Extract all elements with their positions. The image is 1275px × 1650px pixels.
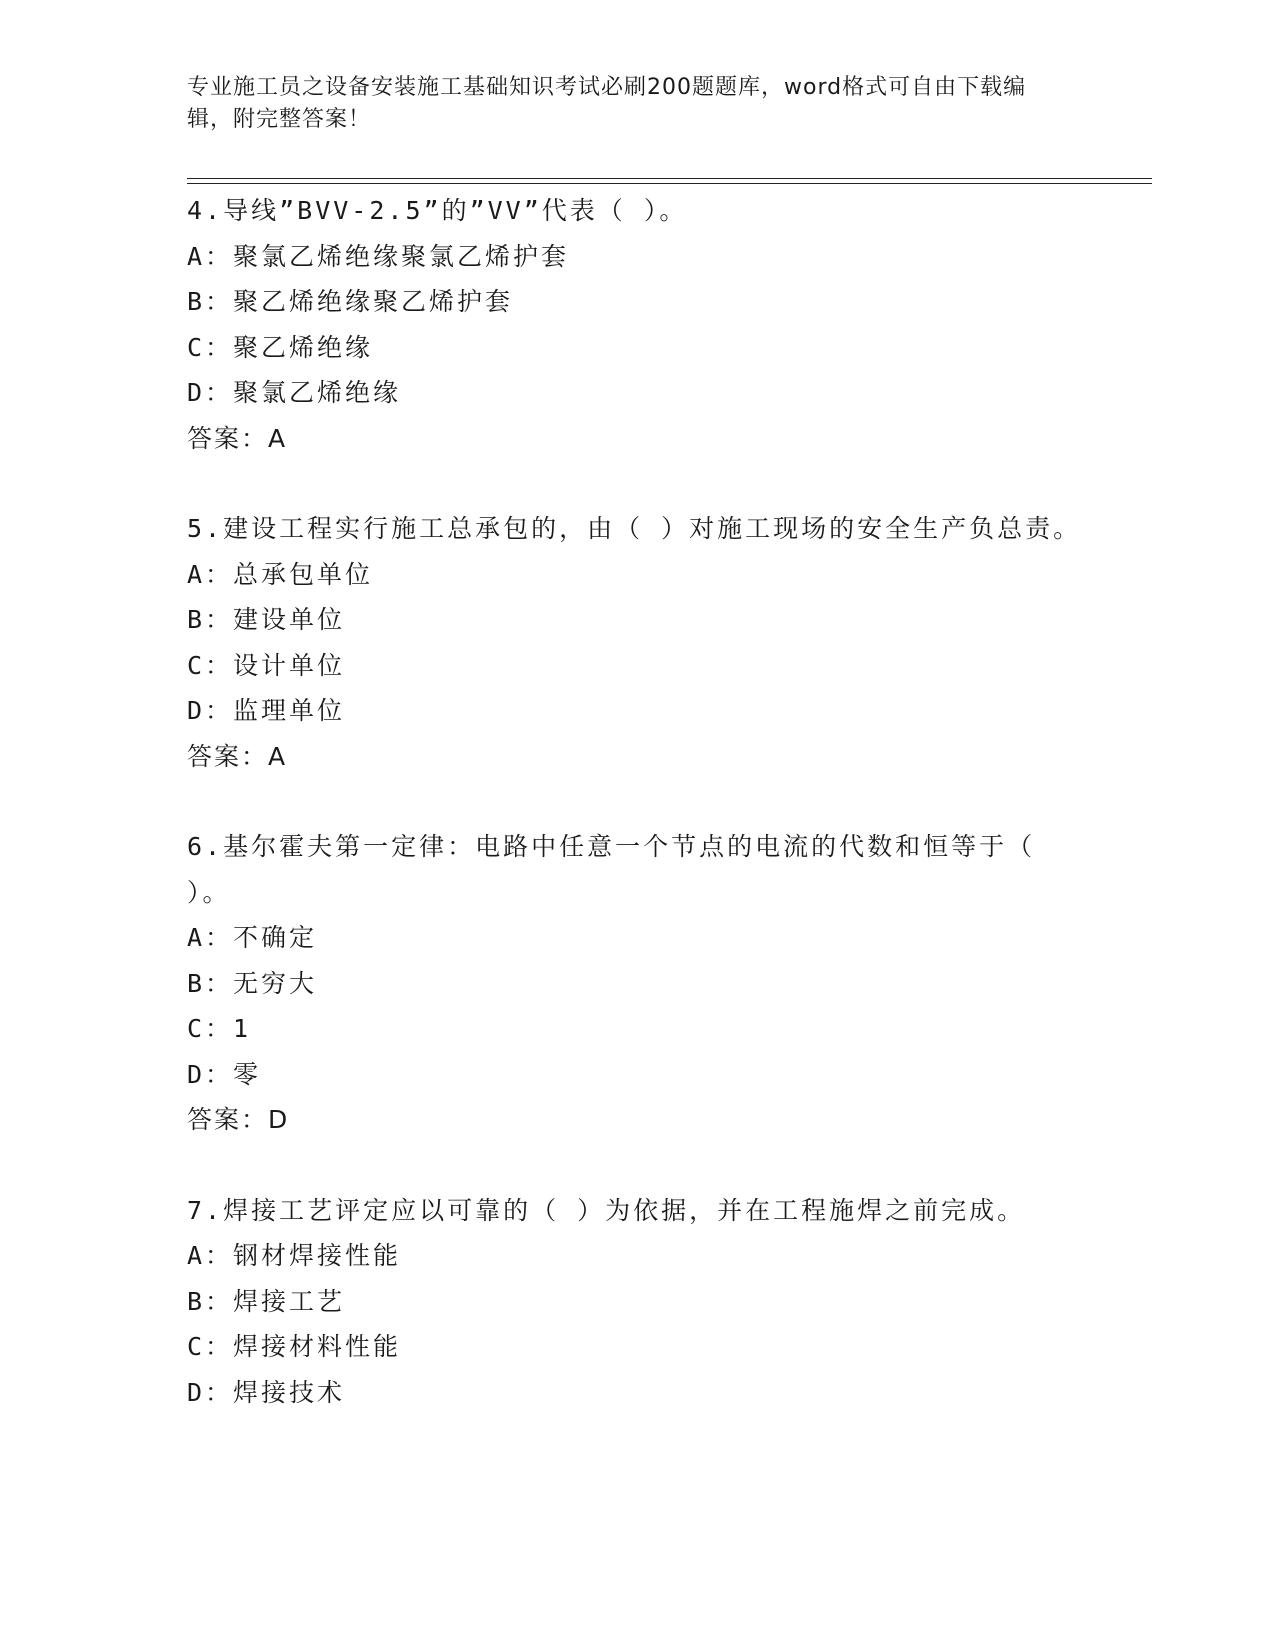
header-divider-top [187, 178, 1152, 179]
option-c: C：聚乙烯绝缘 [187, 332, 374, 362]
question-stem: 5.建设工程实行施工总承包的，由（ ）对施工现场的安全生产负总责。 [187, 514, 1082, 543]
option-c: C：1 [187, 1014, 252, 1043]
question-6 [187, 824, 1087, 1143]
option-c: C：焊接材料性能 [187, 1332, 402, 1361]
question-5 [187, 506, 1087, 779]
question-stem: 6.基尔霍夫第一定律：电路中任意一个节点的电流的代数和恒等于（ ）。 [187, 832, 1036, 907]
option-b: B：建设单位 [187, 605, 346, 634]
spacer [187, 461, 1087, 506]
question-stem: 4.导线”BVV-2.5”的”VV”代表（ ）。 [187, 196, 688, 225]
option-a: A：总承包单位 [187, 559, 374, 589]
option-a: A：钢材焊接性能 [187, 1241, 402, 1270]
header-divider-bottom [187, 183, 1152, 184]
option-b: B：焊接工艺 [187, 1286, 346, 1316]
answer: 答案：D [187, 1105, 290, 1134]
answer: 答案：A [187, 741, 288, 771]
option-d: D：零 [187, 1059, 262, 1089]
question-list [187, 188, 1087, 1415]
document-header: 专业施工员之设备安装施工基础知识考试必刷200题题库，word格式可自由下载编辑，附完整答案！ [187, 75, 1027, 132]
option-a: A：不确定 [187, 923, 318, 952]
option-c: C：设计单位 [187, 650, 346, 680]
option-a: A：聚氯乙烯绝缘聚氯乙烯护套 [187, 241, 570, 271]
spacer [187, 779, 1087, 824]
question-7 [187, 1188, 1087, 1416]
question-4 [187, 188, 1087, 461]
spacer [187, 1143, 1087, 1188]
answer: 答案：A [187, 423, 288, 453]
option-b: B：聚乙烯绝缘聚乙烯护套 [187, 287, 514, 316]
option-d: D：聚氯乙烯绝缘 [187, 378, 402, 407]
option-d: D：焊接技术 [187, 1377, 346, 1407]
question-stem: 7.焊接工艺评定应以可靠的（ ）为依据，并在工程施焊之前完成。 [187, 1195, 1026, 1225]
option-b: B：无穷大 [187, 968, 318, 998]
option-d: D：监理单位 [187, 696, 346, 725]
